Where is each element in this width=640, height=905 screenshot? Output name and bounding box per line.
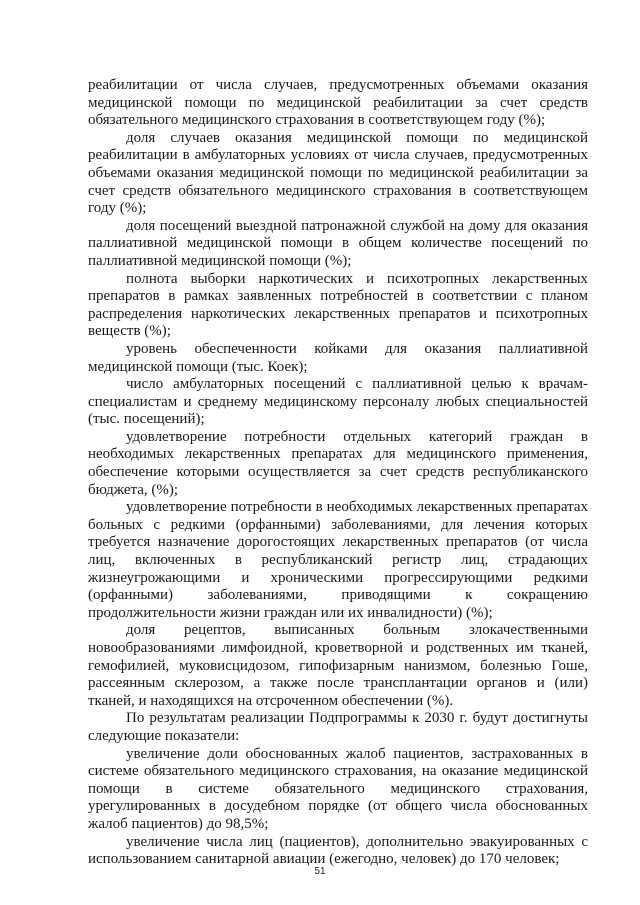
paragraph-drug-needs-categories: удовлетворение потребности отдельных категорий граждан в необходимых лекарственных препаратах для медицинского применения, обеспечение которыми осуществляется за счет средств республиканского бюджета, (%); — [88, 428, 588, 498]
document-page — [88, 77, 588, 869]
page-number: 51 — [314, 866, 326, 877]
paragraph-air-ambulance: увеличение числа лиц (пациентов), дополнительно эвакуированных с использованием санитарной авиации (ежегодно, человек) до 170 человек; — [88, 833, 588, 868]
paragraph-rehab-share-continued: реабилитации от числа случаев, предусмотренных объемами оказания медицинской помощи по медицинской реабилитации за счет средств обязательного медицинского страхования в соответствующем году (%); — [88, 77, 588, 129]
paragraph-palliative-outpatient-visits: число амбулаторных посещений с паллиативной целью к врачам-специалистам и среднему медицинскому персоналу любых специальностей (тыс. посещений); — [88, 376, 588, 428]
paragraph-orphan-diseases: удовлетворение потребности в необходимых лекарственных препаратах больных с редкими (орфанными) заболеваниями, для лечения которых требуется назначение дорогостоящих лекарственных препаратов (от числа лиц, включенных в республиканский регистр лиц, страдающих жизнеугрожающими и хроническими прогрессирующими редкими (орфанными) заболеваниями, приводящими к сокращению продолжительности жизни граждан или их инвалидности) (%); — [88, 499, 588, 621]
paragraph-narcotic-drugs-sampling: полнота выборки наркотических и психотропных лекарственных препаратов в рамках заявленных потребностей в соответствии с планом распределения наркотических лекарственных препаратов и психотропных веществ (%); — [88, 270, 588, 340]
paragraph-deferred-prescriptions: доля рецептов, выписанных больным злокачественными новообразованиями лимфоидной, кроветворной и родственных им тканей, гемофилией, муковисцидозом, гипофизарным нанизмом, болезнью Гоше, рассеянным склерозом, а также после трансплантации органов и (или) тканей, и находящихся на отсроченном обеспечении (%). — [88, 622, 588, 709]
paragraph-palliative-home-visits: доля посещений выездной патронажной службой на дому для оказания паллиативной медицинской помощи в общем количестве посещений по паллиативной медицинской помощи (%); — [88, 217, 588, 269]
paragraph-complaints-settled: увеличение доли обоснованных жалоб пациентов, застрахованных в системе обязательного медицинского страхования, на оказание медицинской помощи в системе обязательного медицинского страхования, урегулированных в досудебном порядке (от общего числа обоснованных жалоб пациентов) до 98,5%; — [88, 745, 588, 832]
paragraph-outpatient-rehab-share: доля случаев оказания медицинской помощи по медицинской реабилитации в амбулаторных условиях от числа случаев, предусмотренных объемами оказания медицинской помощи по медицинской реабилитации за счет средств обязательного медицинского страхования в соответствующем году (%); — [88, 129, 588, 217]
paragraph-results-intro: По результатам реализации Подпрограммы к 2030 г. будут достигнуты следующие показатели: — [88, 710, 588, 744]
paragraph-palliative-beds: уровень обеспеченности койками для оказания паллиативной медицинской помощи (тыс. Коек); — [88, 340, 588, 375]
